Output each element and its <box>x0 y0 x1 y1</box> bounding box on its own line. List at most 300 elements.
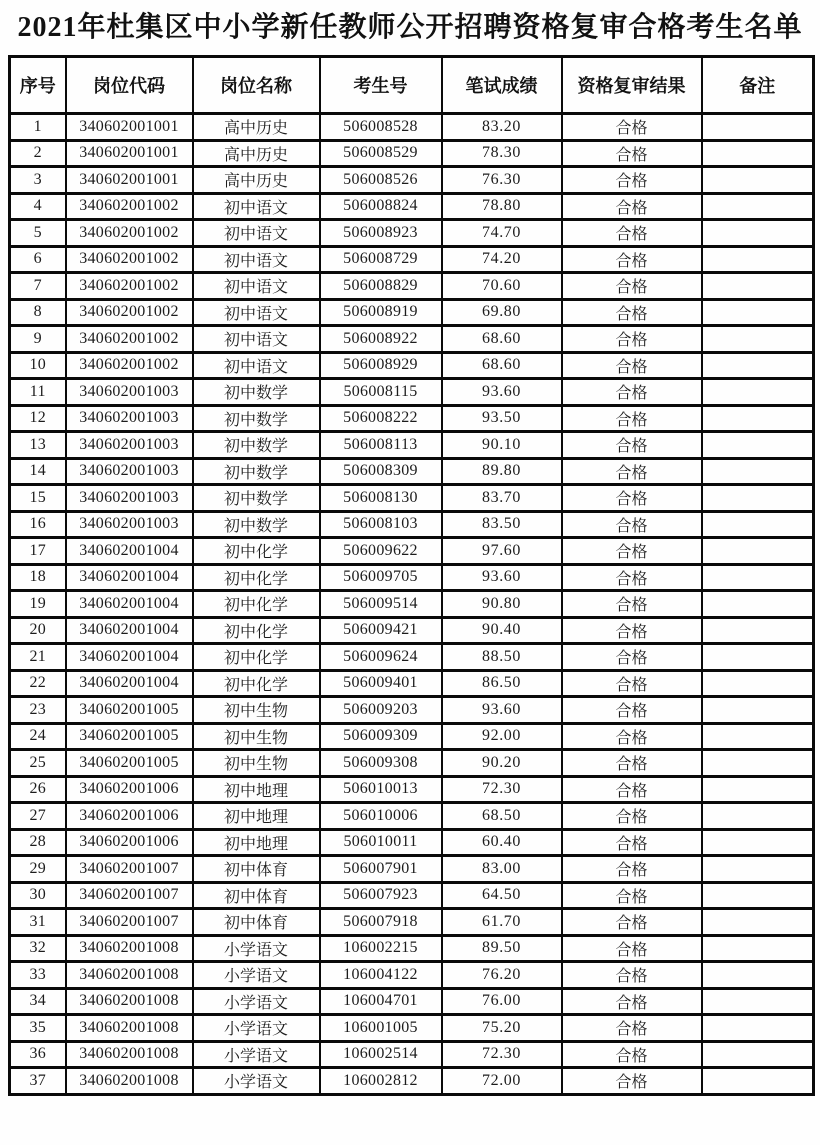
cell-review-result: 合格 <box>562 511 702 538</box>
cell-remark <box>702 829 814 856</box>
cell-written-score: 75.20 <box>442 1015 562 1042</box>
cell-seq: 8 <box>10 299 66 326</box>
cell-seq: 1 <box>10 114 66 141</box>
cell-position-code: 340602001007 <box>66 882 193 909</box>
cell-review-result: 合格 <box>562 909 702 936</box>
table-row <box>10 750 814 777</box>
cell-review-result: 合格 <box>562 617 702 644</box>
cell-written-score: 76.30 <box>442 167 562 194</box>
cell-remark <box>702 882 814 909</box>
cell-review-result: 合格 <box>562 379 702 406</box>
cell-candidate-no: 506008222 <box>320 405 442 432</box>
cell-review-result: 合格 <box>562 856 702 883</box>
cell-remark <box>702 856 814 883</box>
cell-candidate-no: 506008824 <box>320 193 442 220</box>
cell-written-score: 83.50 <box>442 511 562 538</box>
cell-review-result: 合格 <box>562 988 702 1015</box>
cell-written-score: 83.00 <box>442 856 562 883</box>
cell-written-score: 68.50 <box>442 803 562 830</box>
cell-position-code: 340602001006 <box>66 803 193 830</box>
cell-position-name: 初中数学 <box>193 458 320 485</box>
cell-review-result: 合格 <box>562 140 702 167</box>
cell-seq: 29 <box>10 856 66 883</box>
cell-review-result: 合格 <box>562 935 702 962</box>
cell-candidate-no: 506010011 <box>320 829 442 856</box>
cell-candidate-no: 506008923 <box>320 220 442 247</box>
cell-position-code: 340602001005 <box>66 723 193 750</box>
cell-candidate-no: 506009308 <box>320 750 442 777</box>
cell-position-name: 初中数学 <box>193 432 320 459</box>
cell-written-score: 74.70 <box>442 220 562 247</box>
table-row <box>10 326 814 353</box>
cell-seq: 34 <box>10 988 66 1015</box>
cell-candidate-no: 506008113 <box>320 432 442 459</box>
cell-written-score: 89.80 <box>442 458 562 485</box>
cell-remark <box>702 670 814 697</box>
cell-seq: 20 <box>10 617 66 644</box>
cell-remark <box>702 591 814 618</box>
cell-review-result: 合格 <box>562 246 702 273</box>
cell-remark <box>702 220 814 247</box>
col-header-remark: 备注 <box>702 57 814 114</box>
cell-seq: 25 <box>10 750 66 777</box>
table-row <box>10 591 814 618</box>
cell-position-code: 340602001008 <box>66 1041 193 1068</box>
cell-position-name: 初中数学 <box>193 485 320 512</box>
cell-written-score: 64.50 <box>442 882 562 909</box>
cell-position-name: 初中语文 <box>193 326 320 353</box>
table-row <box>10 644 814 671</box>
cell-review-result: 合格 <box>562 273 702 300</box>
cell-position-code: 340602001003 <box>66 511 193 538</box>
table-row <box>10 458 814 485</box>
cell-review-result: 合格 <box>562 352 702 379</box>
cell-position-code: 340602001002 <box>66 273 193 300</box>
cell-review-result: 合格 <box>562 326 702 353</box>
cell-review-result: 合格 <box>562 829 702 856</box>
cell-remark <box>702 803 814 830</box>
cell-seq: 12 <box>10 405 66 432</box>
cell-review-result: 合格 <box>562 458 702 485</box>
cell-written-score: 90.40 <box>442 617 562 644</box>
cell-remark <box>702 564 814 591</box>
cell-position-name: 初中地理 <box>193 829 320 856</box>
cell-candidate-no: 506007901 <box>320 856 442 883</box>
table-row <box>10 617 814 644</box>
cell-candidate-no: 506008529 <box>320 140 442 167</box>
cell-remark <box>702 776 814 803</box>
cell-remark <box>702 909 814 936</box>
cell-seq: 11 <box>10 379 66 406</box>
cell-review-result: 合格 <box>562 723 702 750</box>
cell-seq: 22 <box>10 670 66 697</box>
cell-position-code: 340602001007 <box>66 856 193 883</box>
cell-review-result: 合格 <box>562 882 702 909</box>
col-header-review-result: 资格复审结果 <box>562 57 702 114</box>
cell-position-name: 初中化学 <box>193 591 320 618</box>
table-row <box>10 829 814 856</box>
table-row <box>10 511 814 538</box>
cell-review-result: 合格 <box>562 591 702 618</box>
table-row <box>10 882 814 909</box>
cell-position-name: 初中体育 <box>193 909 320 936</box>
cell-remark <box>702 511 814 538</box>
cell-position-code: 340602001001 <box>66 114 193 141</box>
cell-review-result: 合格 <box>562 1015 702 1042</box>
cell-seq: 16 <box>10 511 66 538</box>
cell-seq: 27 <box>10 803 66 830</box>
cell-position-code: 340602001008 <box>66 935 193 962</box>
cell-candidate-no: 106002215 <box>320 935 442 962</box>
cell-candidate-no: 506009622 <box>320 538 442 565</box>
cell-remark <box>702 246 814 273</box>
cell-written-score: 76.20 <box>442 962 562 989</box>
header-row <box>10 57 814 114</box>
cell-remark <box>702 458 814 485</box>
cell-review-result: 合格 <box>562 644 702 671</box>
cell-seq: 30 <box>10 882 66 909</box>
cell-position-code: 340602001004 <box>66 538 193 565</box>
cell-position-code: 340602001002 <box>66 193 193 220</box>
table-row <box>10 803 814 830</box>
cell-position-name: 高中历史 <box>193 114 320 141</box>
cell-position-code: 340602001003 <box>66 458 193 485</box>
cell-review-result: 合格 <box>562 803 702 830</box>
cell-seq: 3 <box>10 167 66 194</box>
cell-remark <box>702 962 814 989</box>
cell-position-code: 340602001005 <box>66 750 193 777</box>
cell-written-score: 93.60 <box>442 379 562 406</box>
cell-position-code: 340602001002 <box>66 352 193 379</box>
cell-position-name: 初中生物 <box>193 750 320 777</box>
table-row <box>10 697 814 724</box>
cell-written-score: 74.20 <box>442 246 562 273</box>
cell-written-score: 70.60 <box>442 273 562 300</box>
cell-position-name: 初中化学 <box>193 564 320 591</box>
cell-seq: 4 <box>10 193 66 220</box>
col-header-position-code: 岗位代码 <box>66 57 193 114</box>
cell-seq: 33 <box>10 962 66 989</box>
candidates-table <box>8 55 815 1096</box>
cell-written-score: 90.20 <box>442 750 562 777</box>
cell-review-result: 合格 <box>562 670 702 697</box>
cell-position-name: 初中化学 <box>193 538 320 565</box>
cell-position-name: 高中历史 <box>193 167 320 194</box>
cell-seq: 5 <box>10 220 66 247</box>
cell-candidate-no: 506009421 <box>320 617 442 644</box>
cell-position-code: 340602001008 <box>66 1015 193 1042</box>
cell-remark <box>702 167 814 194</box>
cell-candidate-no: 506008526 <box>320 167 442 194</box>
cell-seq: 2 <box>10 140 66 167</box>
cell-written-score: 88.50 <box>442 644 562 671</box>
cell-position-name: 初中语文 <box>193 193 320 220</box>
cell-remark <box>702 405 814 432</box>
cell-written-score: 61.70 <box>442 909 562 936</box>
cell-written-score: 68.60 <box>442 352 562 379</box>
cell-seq: 19 <box>10 591 66 618</box>
cell-remark <box>702 750 814 777</box>
cell-remark <box>702 723 814 750</box>
cell-position-code: 340602001005 <box>66 697 193 724</box>
cell-position-name: 初中化学 <box>193 617 320 644</box>
cell-position-code: 340602001001 <box>66 167 193 194</box>
cell-seq: 9 <box>10 326 66 353</box>
cell-written-score: 72.30 <box>442 1041 562 1068</box>
cell-position-name: 初中语文 <box>193 352 320 379</box>
cell-review-result: 合格 <box>562 432 702 459</box>
table-row <box>10 246 814 273</box>
cell-position-code: 340602001003 <box>66 405 193 432</box>
cell-remark <box>702 988 814 1015</box>
cell-review-result: 合格 <box>562 485 702 512</box>
cell-review-result: 合格 <box>562 167 702 194</box>
cell-position-code: 340602001002 <box>66 326 193 353</box>
cell-remark <box>702 935 814 962</box>
cell-candidate-no: 506008130 <box>320 485 442 512</box>
cell-seq: 7 <box>10 273 66 300</box>
cell-seq: 26 <box>10 776 66 803</box>
cell-remark <box>702 140 814 167</box>
table-row <box>10 1015 814 1042</box>
cell-review-result: 合格 <box>562 962 702 989</box>
cell-position-name: 初中生物 <box>193 723 320 750</box>
cell-remark <box>702 1041 814 1068</box>
cell-candidate-no: 506010006 <box>320 803 442 830</box>
cell-candidate-no: 506009203 <box>320 697 442 724</box>
cell-seq: 37 <box>10 1068 66 1095</box>
cell-position-name: 初中语文 <box>193 273 320 300</box>
cell-position-name: 初中语文 <box>193 220 320 247</box>
cell-candidate-no: 506007918 <box>320 909 442 936</box>
table-row <box>10 776 814 803</box>
cell-seq: 18 <box>10 564 66 591</box>
cell-seq: 17 <box>10 538 66 565</box>
cell-remark <box>702 644 814 671</box>
cell-position-code: 340602001004 <box>66 564 193 591</box>
cell-written-score: 93.60 <box>442 564 562 591</box>
cell-remark <box>702 538 814 565</box>
cell-seq: 21 <box>10 644 66 671</box>
col-header-written-score: 笔试成绩 <box>442 57 562 114</box>
cell-seq: 35 <box>10 1015 66 1042</box>
cell-candidate-no: 506009309 <box>320 723 442 750</box>
cell-written-score: 93.50 <box>442 405 562 432</box>
cell-review-result: 合格 <box>562 538 702 565</box>
cell-position-code: 340602001006 <box>66 829 193 856</box>
cell-seq: 28 <box>10 829 66 856</box>
cell-position-name: 初中化学 <box>193 644 320 671</box>
cell-candidate-no: 506008919 <box>320 299 442 326</box>
cell-seq: 10 <box>10 352 66 379</box>
cell-remark <box>702 299 814 326</box>
cell-written-score: 97.60 <box>442 538 562 565</box>
cell-written-score: 93.60 <box>442 697 562 724</box>
cell-candidate-no: 506007923 <box>320 882 442 909</box>
cell-position-code: 340602001003 <box>66 485 193 512</box>
table-row <box>10 909 814 936</box>
table-row <box>10 988 814 1015</box>
cell-candidate-no: 506008829 <box>320 273 442 300</box>
cell-candidate-no: 106002812 <box>320 1068 442 1095</box>
table-row <box>10 485 814 512</box>
cell-remark <box>702 697 814 724</box>
cell-candidate-no: 506009514 <box>320 591 442 618</box>
col-header-candidate-no: 考生号 <box>320 57 442 114</box>
cell-position-code: 340602001001 <box>66 140 193 167</box>
cell-written-score: 86.50 <box>442 670 562 697</box>
cell-position-code: 340602001004 <box>66 617 193 644</box>
cell-position-name: 小学语文 <box>193 1068 320 1095</box>
table-row <box>10 114 814 141</box>
cell-remark <box>702 617 814 644</box>
table-row <box>10 273 814 300</box>
table-body <box>10 114 814 1095</box>
cell-position-code: 340602001002 <box>66 220 193 247</box>
cell-position-name: 初中语文 <box>193 246 320 273</box>
cell-seq: 14 <box>10 458 66 485</box>
cell-candidate-no: 506009401 <box>320 670 442 697</box>
cell-position-name: 小学语文 <box>193 988 320 1015</box>
cell-written-score: 68.60 <box>442 326 562 353</box>
cell-position-name: 初中语文 <box>193 299 320 326</box>
cell-review-result: 合格 <box>562 1068 702 1095</box>
cell-seq: 24 <box>10 723 66 750</box>
cell-position-name: 小学语文 <box>193 962 320 989</box>
cell-position-name: 初中体育 <box>193 882 320 909</box>
cell-seq: 6 <box>10 246 66 273</box>
cell-written-score: 60.40 <box>442 829 562 856</box>
cell-written-score: 72.00 <box>442 1068 562 1095</box>
page-title: 2021年杜集区中小学新任教师公开招聘资格复审合格考生名单 <box>17 12 803 43</box>
table-row <box>10 935 814 962</box>
col-header-position-name: 岗位名称 <box>193 57 320 114</box>
cell-seq: 32 <box>10 935 66 962</box>
cell-remark <box>702 432 814 459</box>
cell-seq: 36 <box>10 1041 66 1068</box>
table-row <box>10 538 814 565</box>
col-header-seq: 序号 <box>10 57 66 114</box>
table-row <box>10 432 814 459</box>
cell-review-result: 合格 <box>562 776 702 803</box>
table-row <box>10 1068 814 1095</box>
cell-position-code: 340602001003 <box>66 379 193 406</box>
cell-candidate-no: 106004122 <box>320 962 442 989</box>
cell-candidate-no: 506009624 <box>320 644 442 671</box>
cell-position-code: 340602001002 <box>66 246 193 273</box>
cell-position-code: 340602001002 <box>66 299 193 326</box>
cell-position-name: 初中数学 <box>193 379 320 406</box>
cell-written-score: 90.80 <box>442 591 562 618</box>
table-row <box>10 352 814 379</box>
cell-remark <box>702 1068 814 1095</box>
cell-remark <box>702 379 814 406</box>
cell-written-score: 90.10 <box>442 432 562 459</box>
cell-written-score: 76.00 <box>442 988 562 1015</box>
table-row <box>10 140 814 167</box>
cell-remark <box>702 193 814 220</box>
cell-written-score: 92.00 <box>442 723 562 750</box>
table-row <box>10 723 814 750</box>
table-row <box>10 193 814 220</box>
cell-review-result: 合格 <box>562 1041 702 1068</box>
cell-written-score: 72.30 <box>442 776 562 803</box>
table-row <box>10 220 814 247</box>
cell-written-score: 69.80 <box>442 299 562 326</box>
cell-written-score: 78.30 <box>442 140 562 167</box>
cell-position-name: 高中历史 <box>193 140 320 167</box>
cell-candidate-no: 106002514 <box>320 1041 442 1068</box>
cell-candidate-no: 506008729 <box>320 246 442 273</box>
cell-position-code: 340602001008 <box>66 962 193 989</box>
cell-written-score: 89.50 <box>442 935 562 962</box>
cell-position-code: 340602001006 <box>66 776 193 803</box>
cell-review-result: 合格 <box>562 299 702 326</box>
cell-position-code: 340602001008 <box>66 1068 193 1095</box>
cell-remark <box>702 352 814 379</box>
cell-position-name: 初中体育 <box>193 856 320 883</box>
table-row <box>10 167 814 194</box>
cell-candidate-no: 506010013 <box>320 776 442 803</box>
cell-written-score: 83.70 <box>442 485 562 512</box>
cell-position-name: 初中数学 <box>193 405 320 432</box>
cell-position-code: 340602001008 <box>66 988 193 1015</box>
cell-seq: 31 <box>10 909 66 936</box>
cell-candidate-no: 106004701 <box>320 988 442 1015</box>
table-row <box>10 962 814 989</box>
cell-seq: 13 <box>10 432 66 459</box>
cell-position-code: 340602001004 <box>66 591 193 618</box>
cell-position-code: 340602001003 <box>66 432 193 459</box>
cell-position-code: 340602001004 <box>66 670 193 697</box>
cell-seq: 15 <box>10 485 66 512</box>
cell-position-code: 340602001007 <box>66 909 193 936</box>
table-row <box>10 564 814 591</box>
cell-review-result: 合格 <box>562 750 702 777</box>
cell-candidate-no: 506008115 <box>320 379 442 406</box>
cell-position-code: 340602001004 <box>66 644 193 671</box>
table-row <box>10 299 814 326</box>
cell-candidate-no: 506008103 <box>320 511 442 538</box>
cell-review-result: 合格 <box>562 564 702 591</box>
cell-candidate-no: 506009705 <box>320 564 442 591</box>
cell-remark <box>702 485 814 512</box>
cell-review-result: 合格 <box>562 114 702 141</box>
cell-remark <box>702 1015 814 1042</box>
cell-seq: 23 <box>10 697 66 724</box>
table-row <box>10 1041 814 1068</box>
table-row <box>10 405 814 432</box>
table-row <box>10 856 814 883</box>
cell-remark <box>702 273 814 300</box>
cell-position-name: 初中地理 <box>193 776 320 803</box>
table-row <box>10 670 814 697</box>
cell-position-name: 小学语文 <box>193 1015 320 1042</box>
cell-review-result: 合格 <box>562 193 702 220</box>
cell-position-name: 初中化学 <box>193 670 320 697</box>
cell-position-name: 初中地理 <box>193 803 320 830</box>
cell-remark <box>702 114 814 141</box>
cell-written-score: 78.80 <box>442 193 562 220</box>
cell-review-result: 合格 <box>562 220 702 247</box>
cell-candidate-no: 506008528 <box>320 114 442 141</box>
cell-review-result: 合格 <box>562 405 702 432</box>
cell-position-name: 小学语文 <box>193 1041 320 1068</box>
cell-candidate-no: 506008309 <box>320 458 442 485</box>
cell-candidate-no: 506008929 <box>320 352 442 379</box>
cell-candidate-no: 506008922 <box>320 326 442 353</box>
cell-remark <box>702 326 814 353</box>
